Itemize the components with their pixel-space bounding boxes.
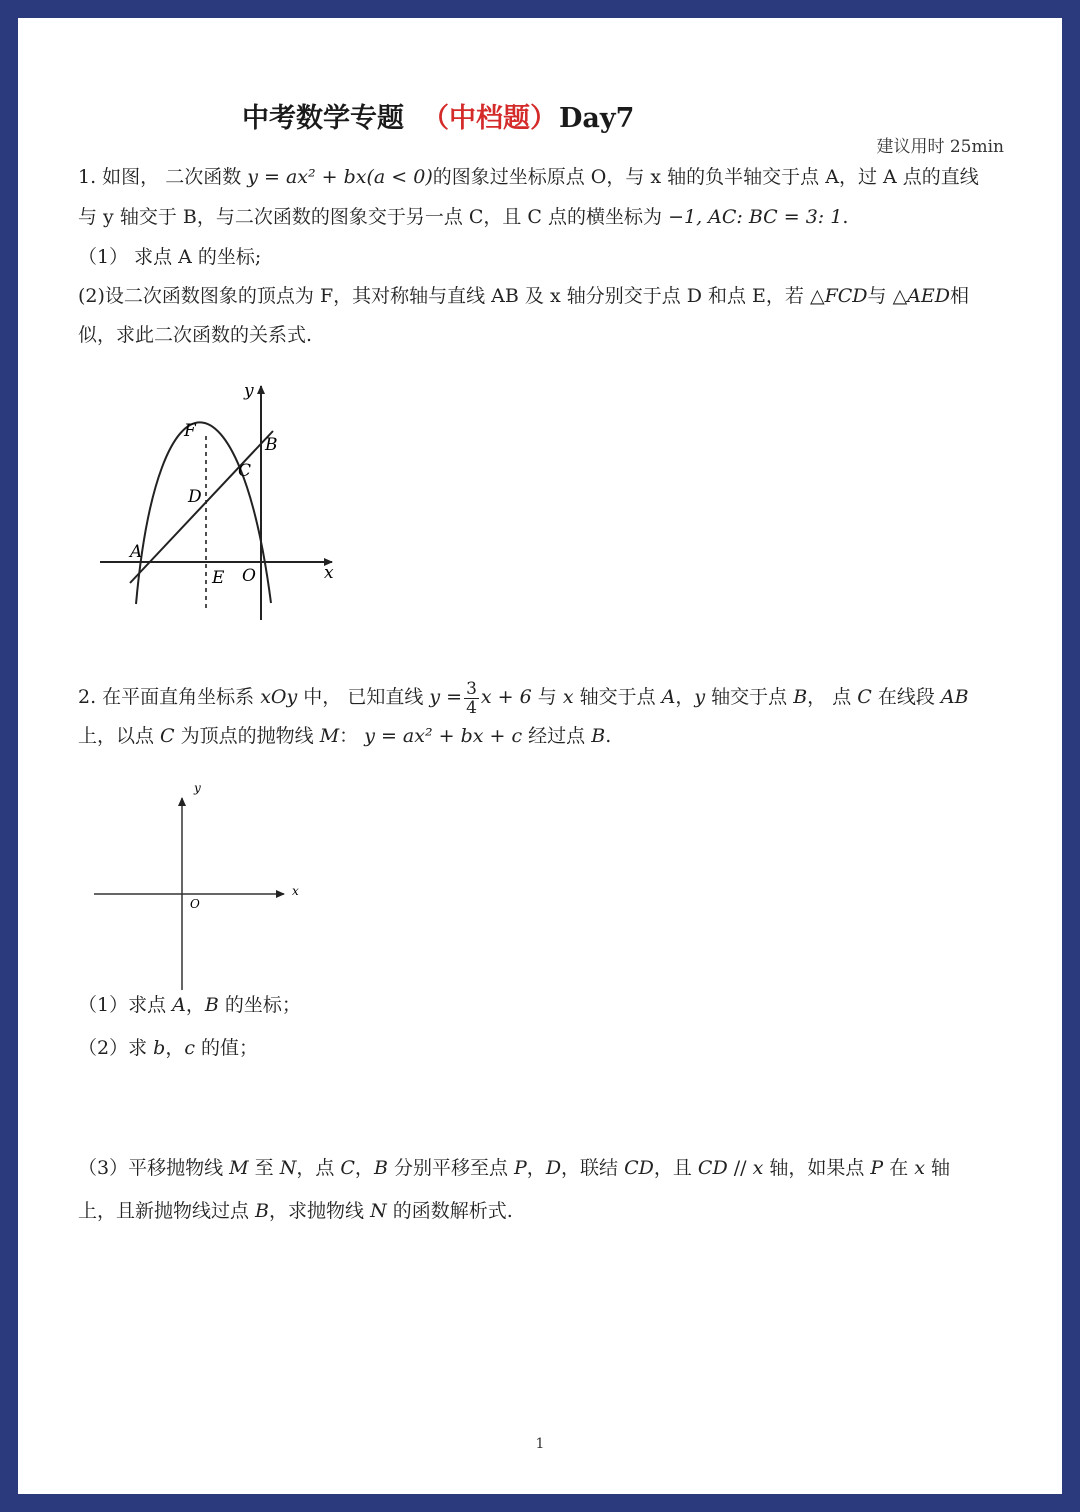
q2-text: 经过点: [522, 725, 592, 747]
var-y: y: [694, 686, 706, 708]
q1-label-a: A: [130, 542, 143, 562]
q2-text: 轴交于点: [573, 686, 662, 708]
title-tag: （中档题）: [422, 103, 557, 134]
q2-text: ，: [185, 994, 205, 1016]
q2-text: ，: [354, 1157, 374, 1179]
q1-text: .: [842, 206, 849, 228]
point-a: A: [661, 686, 676, 708]
point-a: A: [172, 994, 186, 1016]
q2-part3-line1: [78, 1155, 950, 1181]
line-eq-lhs: y =: [429, 686, 463, 708]
q2-text: 分别平移至点: [387, 1157, 514, 1179]
q2-text: 为顶点的抛物线: [174, 725, 320, 747]
triangle-aed: △AED: [892, 285, 951, 307]
q1-label-y: y: [244, 381, 254, 401]
point-b: B: [255, 1200, 270, 1222]
q1-label-d: D: [188, 487, 202, 507]
q1-text: 相: [950, 285, 970, 307]
parabola-n: N: [279, 1157, 297, 1179]
q2-text: 在: [883, 1157, 915, 1179]
parabola-equation: y = ax² + bx + c: [364, 725, 523, 747]
q1-label-x: x: [324, 563, 334, 583]
q2-text: 上，以点: [78, 725, 161, 747]
var-x: x: [562, 686, 574, 708]
point-b: B: [373, 1157, 388, 1179]
page-title: [242, 96, 634, 135]
point-p: P: [870, 1157, 884, 1179]
q2-text: ，: [165, 1037, 185, 1059]
q2-label-y: y: [194, 781, 201, 795]
q2-part3-line2: [78, 1198, 513, 1224]
q1-formula: y = ax² + bx(a < 0): [247, 166, 433, 188]
q2-figure: [76, 768, 316, 998]
point-b: B: [204, 994, 219, 1016]
q2-text: 的值；: [194, 1037, 259, 1059]
point-b: B: [591, 725, 606, 747]
page-number: 1: [535, 1436, 545, 1452]
q2-text: （1）求点: [78, 994, 173, 1016]
q2-text: 上，且新抛物线过点: [78, 1200, 256, 1222]
q2-line1: [78, 664, 969, 730]
q2-text: （3）平移抛物线: [78, 1157, 230, 1179]
q1-figure: [76, 360, 336, 620]
fraction-denominator: 4: [466, 697, 477, 718]
q1-label-b: B: [265, 435, 278, 455]
q1-label-e: E: [212, 568, 225, 588]
line-eq-rhs: x + 6: [480, 686, 532, 708]
q2-text: ，联结: [561, 1157, 625, 1179]
q2-text: ， 点: [807, 686, 858, 708]
q1-part1: （1） 求点 A 的坐标;: [78, 246, 262, 268]
coord-system: xOy: [260, 686, 298, 708]
segment-cd: CD: [624, 1157, 654, 1179]
q2-text: 的函数解析式.: [386, 1200, 513, 1222]
parabola-m: M: [229, 1157, 249, 1179]
q2-text: 轴交于点: [705, 686, 794, 708]
parallel-symbol: //: [727, 1157, 753, 1179]
point-b: B: [793, 686, 808, 708]
q1-text: 1. 如图， 二次函数: [78, 166, 248, 188]
q2-part2: [78, 1035, 258, 1061]
q1-text: 与: [867, 285, 893, 307]
q1-part2-line1: [78, 283, 969, 309]
q2-text: 2. 在平面直角坐标系: [78, 686, 261, 708]
point-c: C: [340, 1157, 355, 1179]
q2-text: ，且: [653, 1157, 698, 1179]
q2-text: ：: [339, 725, 365, 747]
segment-ab: AB: [940, 686, 969, 708]
q2-text: 的坐标；: [218, 994, 301, 1016]
q2-text: 在线段: [871, 686, 941, 708]
q1-line1: [78, 164, 979, 190]
q1-text: (2)设二次函数图象的顶点为 F，其对称轴与直线 AB 及 x 轴分别交于点 D 和点 E，若: [78, 285, 810, 307]
q1-line2: [78, 204, 848, 230]
q2-text: 轴，如果点: [763, 1157, 871, 1179]
q1-label-f: F: [184, 421, 196, 441]
q2-label-o: O: [190, 897, 200, 911]
fraction-numerator: 3: [466, 678, 477, 699]
q2-line2: [78, 723, 611, 749]
q2-text: 与: [531, 686, 563, 708]
worksheet-page: [18, 18, 1062, 1494]
q2-label-x: x: [292, 884, 299, 898]
q1-part2-line2: 似，求此二次函数的关系式.: [78, 324, 313, 346]
q1-label-c: C: [238, 461, 252, 481]
q2-text: ，: [675, 686, 695, 708]
point-c: C: [160, 725, 175, 747]
q2-text: 中， 已知直线: [297, 686, 430, 708]
fraction-three-quarters: [464, 680, 479, 717]
q1-text: 与 y 轴交于 B，与二次函数的图象交于另一点 C，且 C 点的横坐标为: [78, 206, 669, 228]
point-d: D: [545, 1157, 562, 1179]
q2-text: ，求抛物线: [269, 1200, 371, 1222]
parabola-n: N: [370, 1200, 387, 1222]
q2-text: ，: [526, 1157, 546, 1179]
q2-text: （2）求: [78, 1037, 154, 1059]
segment-cd: CD: [697, 1157, 728, 1179]
q2-text: 轴: [925, 1157, 951, 1179]
time-hint: 建议用时 25min: [876, 137, 1004, 157]
var-x: x: [752, 1157, 764, 1179]
var-x: x: [914, 1157, 926, 1179]
q2-text: 至: [248, 1157, 280, 1179]
q1-label-o: O: [242, 566, 256, 586]
q2-text: .: [605, 725, 612, 747]
title-main: 中考数学专题: [242, 103, 404, 134]
parabola-m: M: [319, 725, 340, 747]
title-day: Day7: [559, 103, 635, 134]
q1-text: 的图象过坐标原点 O，与 x 轴的负半轴交于点 A，过 A 点的直线: [432, 166, 979, 188]
triangle-fcd: △FCD: [809, 285, 868, 307]
q2-part1: [78, 992, 301, 1018]
var-b: b: [153, 1037, 166, 1059]
point-c: C: [857, 686, 872, 708]
q2-text: ，点: [296, 1157, 341, 1179]
q1-ratio: −1, AC: BC = 3: 1: [668, 206, 843, 228]
point-p: P: [514, 1157, 527, 1179]
var-c: c: [184, 1037, 195, 1059]
q1-line-ab: [130, 431, 273, 583]
